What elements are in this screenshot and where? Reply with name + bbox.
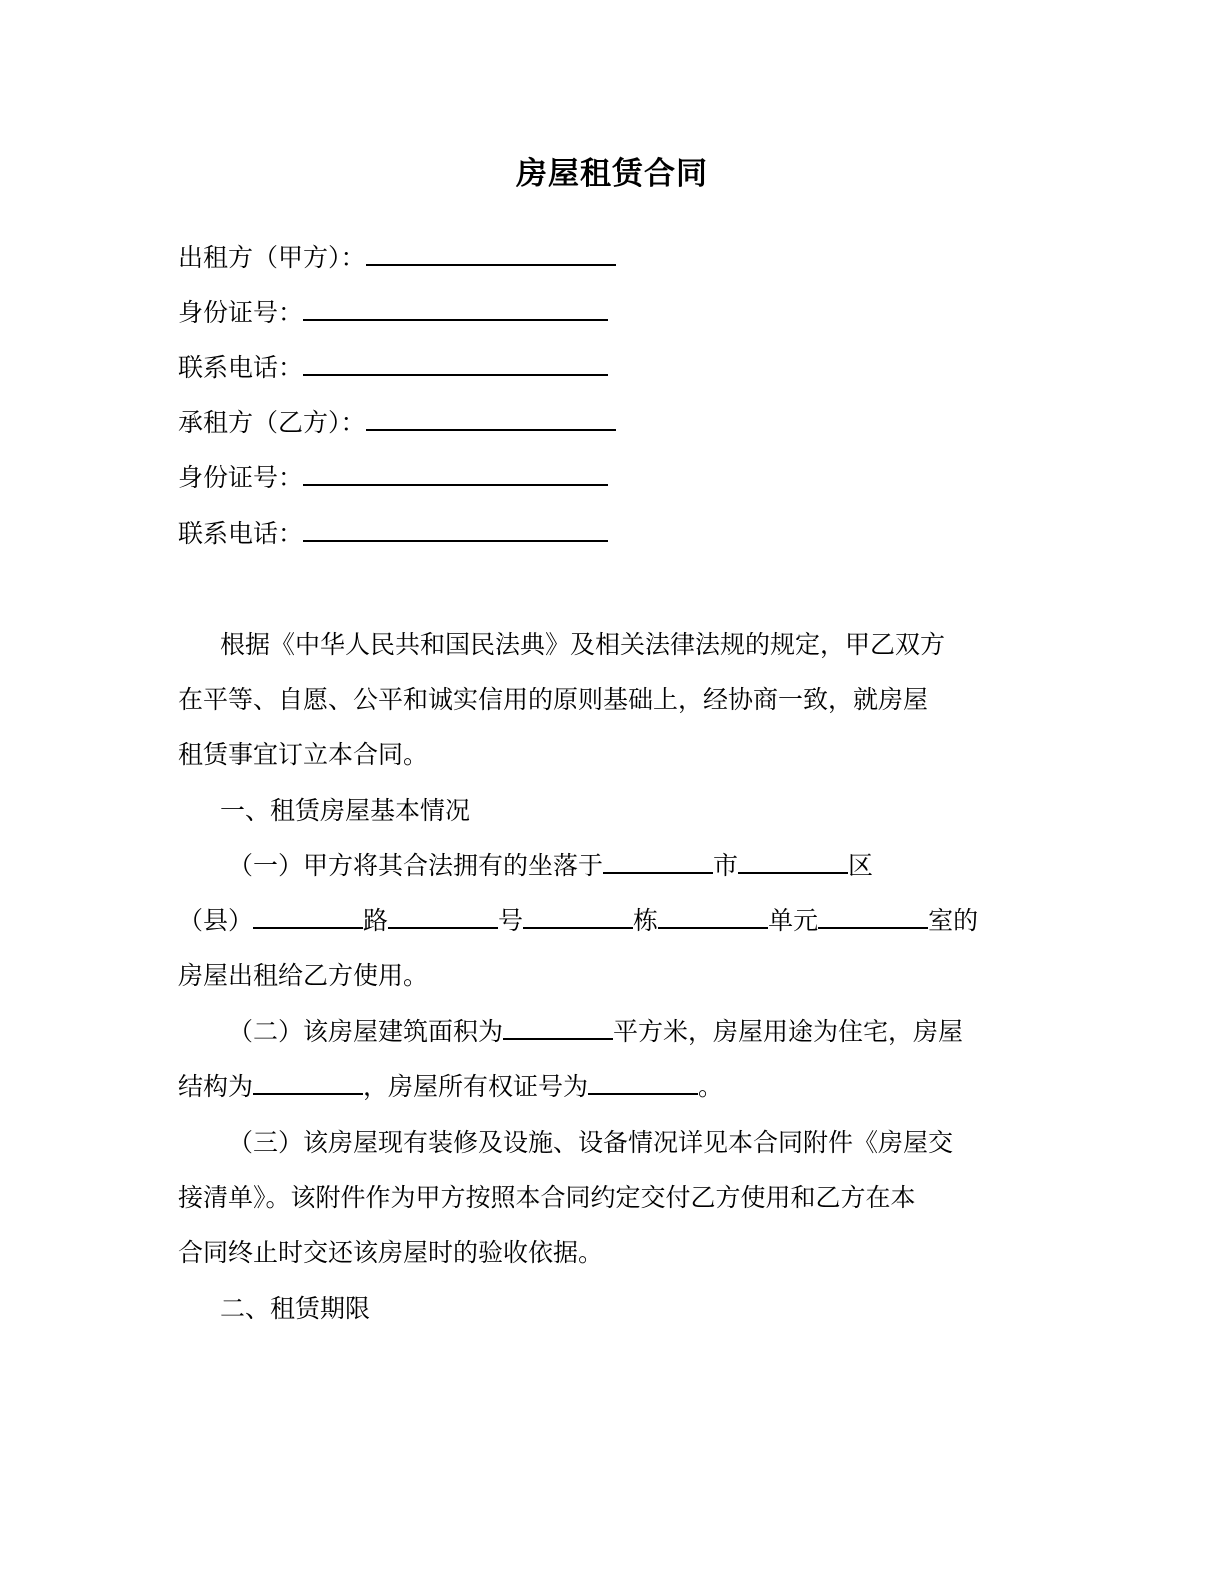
lessee-blank [366,405,616,431]
county-label: （县） [178,906,254,935]
number-blank [388,903,498,929]
road-blank [253,903,363,929]
unit-label: 单元 [768,906,819,935]
section-1-heading: 一、租赁房屋基本情况 [220,796,471,825]
lessor-label: 出租方（甲方）： [178,243,366,272]
preamble-line-1: 根据《中华人民共和国民法典》及相关法律法规的规定，甲乙双方 [220,630,946,659]
lessor-phone-label: 联系电话： [178,353,304,382]
lessee-id-blank [303,460,608,486]
room-label: 室的 [928,906,979,935]
lessee-phone-blank [303,516,608,542]
lessor-id-blank [303,295,608,321]
road-label: 路 [363,906,389,935]
ownership-blank [588,1069,698,1095]
lessor-line [178,240,616,276]
district-blank [738,848,848,874]
lessee-label: 承租方（乙方）： [178,408,366,437]
item-2-prefix: （二）该房屋建筑面积为 [228,1017,504,1046]
item-2-middle: 平方米，房屋用途为住宅，房屋 [613,1017,964,1046]
lessor-blank [366,240,616,266]
item-2-line-1 [228,1014,963,1050]
section-2-heading: 二、租赁期限 [220,1294,371,1323]
item-1-line-1 [228,848,873,884]
unit-blank [658,903,768,929]
item-3-line-1: （三）该房屋现有装修及设施、设备情况详见本合同附件《房屋交 [228,1128,954,1157]
area-blank [503,1014,613,1040]
lessee-id-label: 身份证号： [178,463,304,492]
room-blank [818,903,928,929]
item-3-line-2: 接清单》。该附件作为甲方按照本合同约定交付乙方使用和乙方在本 [178,1183,916,1212]
item-2-end: 。 [698,1072,724,1101]
item-1-line-2 [178,903,978,939]
ownership-label: ，房屋所有权证号为 [363,1072,589,1101]
structure-label: 结构为 [178,1072,254,1101]
structure-blank [253,1069,363,1095]
item-1-line-3: 房屋出租给乙方使用。 [178,961,429,990]
city-blank [603,848,713,874]
lessor-phone-line [178,350,608,386]
preamble-line-2: 在平等、自愿、公平和诚实信用的原则基础上，经协商一致，就房屋 [178,685,929,714]
item-3-line-3: 合同终止时交还该房屋时的验收依据。 [178,1238,604,1267]
lessee-phone-label: 联系电话： [178,519,304,548]
lessor-phone-blank [303,350,608,376]
lessee-id-line [178,460,608,496]
lessor-id-line [178,295,608,331]
item-2-line-2 [178,1069,723,1105]
number-label: 号 [498,906,524,935]
building-blank [523,903,633,929]
lessee-phone-line [178,516,608,552]
item-1-prefix: （一）甲方将其合法拥有的坐落于 [228,851,604,880]
building-label: 栋 [633,906,659,935]
document-title: 房屋租赁合同 [516,156,708,192]
lessor-id-label: 身份证号： [178,298,304,327]
preamble-line-3: 租赁事宜订立本合同。 [178,740,429,769]
district-label: 区 [848,851,874,880]
lessee-line [178,405,616,441]
city-label: 市 [713,851,739,880]
